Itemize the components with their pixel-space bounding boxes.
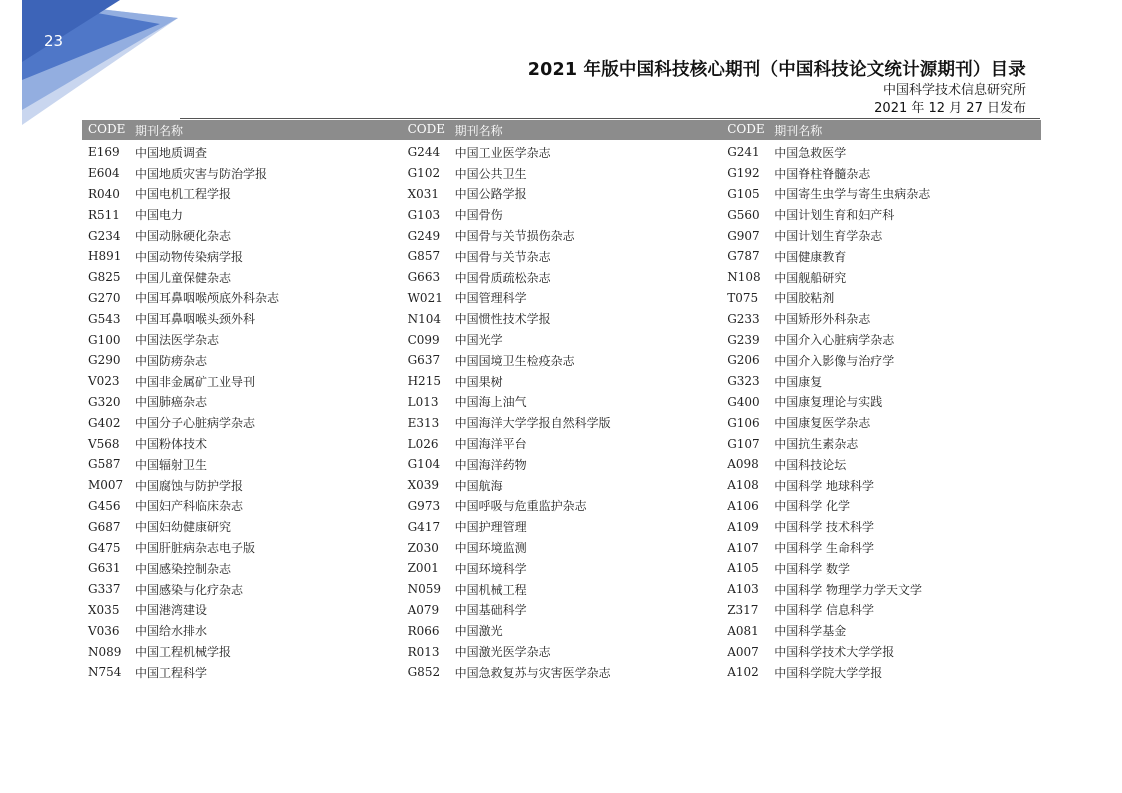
table-row (402, 641, 722, 662)
journal-code: E169 (88, 145, 120, 160)
journal-name: 中国科学院大学学报 (774, 665, 883, 680)
journal-code: G249 (407, 228, 441, 243)
table-row (402, 516, 722, 537)
code-header: CODE (88, 121, 126, 136)
table-row (82, 142, 402, 163)
table-row (721, 475, 1041, 496)
journal-name: 中国康复医学杂志 (774, 416, 871, 431)
table-row (82, 579, 402, 600)
journal-code: A107 (727, 540, 759, 555)
journal-code: G587 (88, 457, 121, 472)
journal-name: 中国抗生素杂志 (774, 437, 859, 452)
table-row (402, 433, 722, 454)
journal-name: 中国地质灾害与防治学报 (135, 166, 268, 181)
journal-code: A081 (727, 623, 759, 638)
journal-name: 中国骨伤 (454, 208, 503, 223)
journal-code: G241 (727, 145, 760, 160)
journal-code: G663 (407, 270, 441, 285)
journal-code: G337 (88, 582, 121, 597)
journal-name: 中国科学 物理学力学天文学 (774, 582, 923, 597)
table-header (82, 120, 1041, 140)
table-row (721, 308, 1041, 329)
journal-code: G290 (88, 353, 121, 368)
table-row (82, 308, 402, 329)
table-row (82, 392, 402, 413)
journal-name: 中国公共卫生 (454, 166, 527, 181)
journal-code: T075 (727, 290, 759, 305)
table-row (402, 620, 722, 641)
journal-code: H215 (407, 374, 441, 389)
journal-code: G106 (727, 415, 760, 430)
table-row (721, 371, 1041, 392)
journal-name: 中国海洋平台 (454, 437, 527, 452)
table-row (82, 537, 402, 558)
journal-name: 中国急救医学 (774, 145, 847, 160)
table-row (82, 329, 402, 350)
table-row (721, 392, 1041, 413)
table-row (402, 454, 722, 475)
journal-name: 中国工业医学杂志 (454, 145, 551, 160)
journal-code: X035 (88, 602, 120, 617)
table-row (82, 288, 402, 309)
journal-name: 中国海洋药物 (454, 457, 527, 472)
table-row (82, 558, 402, 579)
table-row (402, 225, 722, 246)
journal-name: 中国寄生虫学与寄生虫病杂志 (774, 187, 931, 202)
table-row (721, 558, 1041, 579)
journal-code: R013 (407, 644, 440, 659)
journal-code: R511 (88, 207, 120, 222)
journal-table (82, 120, 1041, 683)
journal-name: 中国舰船研究 (774, 270, 847, 285)
journal-name: 中国果树 (454, 374, 503, 389)
table-row (721, 454, 1041, 475)
journal-name: 中国科学技术大学学报 (774, 645, 895, 660)
table-row (82, 204, 402, 225)
journal-code: G107 (727, 436, 760, 451)
table-row (82, 267, 402, 288)
journal-name: 中国电机工程学报 (135, 187, 232, 202)
journal-code: G234 (88, 228, 121, 243)
table-row (721, 267, 1041, 288)
table-row (82, 454, 402, 475)
journal-code: E313 (407, 415, 440, 430)
journal-code: A098 (727, 457, 759, 472)
name-header: 期刊名称 (454, 123, 503, 138)
journal-code: A108 (727, 478, 759, 493)
journal-name: 中国胶粘剂 (774, 291, 835, 306)
journal-name: 中国骨与关节损伤杂志 (454, 229, 575, 244)
journal-name: 中国航海 (454, 478, 503, 493)
journal-code: G105 (727, 186, 760, 201)
journal-code: G100 (88, 332, 121, 347)
journal-code: A007 (727, 644, 759, 659)
table-row (402, 308, 722, 329)
journal-code: G475 (88, 540, 121, 555)
journal-name: 中国动物传染病学报 (135, 249, 244, 264)
table-row (82, 184, 402, 205)
journal-name: 中国科学 地球科学 (774, 478, 875, 493)
journal-name: 中国港湾建设 (135, 603, 208, 618)
journal-name: 中国地质调查 (135, 145, 208, 160)
journal-name: 中国骨质疏松杂志 (454, 270, 551, 285)
table-row (402, 163, 722, 184)
page-number: 23 (44, 32, 64, 50)
journal-code: Z030 (407, 540, 439, 555)
table-row (402, 412, 722, 433)
table-column-3 (721, 142, 1041, 683)
table-row (721, 142, 1041, 163)
journal-name: 中国动脉硬化杂志 (135, 229, 232, 244)
journal-name: 中国腐蚀与防护学报 (135, 478, 244, 493)
journal-code: A102 (727, 665, 759, 680)
journal-code: G973 (407, 498, 441, 513)
publisher: 中国科学技术信息研究所 (882, 83, 1026, 98)
journal-name: 中国护理管理 (454, 520, 527, 535)
journal-name: 中国基础科学 (454, 603, 527, 618)
table-row (402, 350, 722, 371)
journal-code: G104 (407, 457, 441, 472)
journal-code: H891 (88, 249, 122, 264)
table-row (82, 620, 402, 641)
table-row (82, 412, 402, 433)
journal-name: 中国惯性技术学报 (454, 312, 551, 327)
journal-name: 中国电力 (135, 208, 184, 223)
table-row (721, 537, 1041, 558)
journal-code: R040 (88, 186, 120, 201)
code-header: CODE (407, 121, 445, 136)
table-row (721, 641, 1041, 662)
journal-code: W021 (407, 290, 443, 305)
journal-code: N108 (727, 270, 761, 285)
journal-name: 中国防痨杂志 (135, 353, 208, 368)
journal-name: 中国海洋大学学报自然科学版 (454, 416, 611, 431)
table-row (721, 225, 1041, 246)
journal-name: 中国科学 信息科学 (774, 603, 875, 618)
table-row (402, 558, 722, 579)
journal-name: 中国给水排水 (135, 624, 208, 639)
journal-name: 中国耳鼻咽喉头颈外科 (135, 312, 256, 327)
journal-name: 中国法医学杂志 (135, 333, 220, 348)
journal-code: N059 (407, 582, 441, 597)
journal-code: Z317 (727, 602, 759, 617)
journal-name: 中国介入心脏病学杂志 (774, 333, 895, 348)
journal-name: 中国激光 (454, 624, 503, 639)
journal-name: 中国科技论坛 (774, 457, 847, 472)
table-row (82, 516, 402, 537)
journal-code: G400 (727, 394, 760, 409)
journal-code: V568 (88, 436, 120, 451)
table-row (82, 433, 402, 454)
table-row (721, 516, 1041, 537)
journal-name: 中国感染与化疗杂志 (135, 582, 244, 597)
journal-code: G103 (407, 207, 441, 222)
journal-name: 中国脊柱脊髓杂志 (774, 166, 871, 181)
journal-code: G417 (407, 519, 441, 534)
journal-code: A109 (727, 519, 759, 534)
journal-name: 中国矫形外科杂志 (774, 312, 871, 327)
journal-name: 中国工程机械学报 (135, 645, 232, 660)
table-row (82, 641, 402, 662)
journal-code: G787 (727, 249, 760, 264)
journal-name: 中国急救复苏与灾害医学杂志 (454, 665, 611, 680)
code-header: CODE (727, 121, 765, 136)
journal-code: V036 (88, 623, 120, 638)
table-row (721, 496, 1041, 517)
journal-name: 中国环境监测 (454, 541, 527, 556)
journal-code: A105 (727, 561, 759, 576)
table-row (721, 433, 1041, 454)
journal-code: N104 (407, 311, 441, 326)
journal-name: 中国非金属矿工业导刊 (135, 374, 256, 389)
journal-name: 中国康复 (774, 374, 823, 389)
table-row (402, 662, 722, 683)
table-row (402, 267, 722, 288)
journal-name: 中国工程科学 (135, 665, 208, 680)
name-header: 期刊名称 (135, 123, 184, 138)
journal-name: 中国肝脏病杂志电子版 (135, 541, 256, 556)
journal-code: G270 (88, 290, 121, 305)
journal-code: N089 (88, 644, 122, 659)
journal-name: 中国康复理论与实践 (774, 395, 883, 410)
table-row (402, 475, 722, 496)
journal-name: 中国计划生育学杂志 (774, 229, 883, 244)
journal-name: 中国国境卫生检疫杂志 (454, 353, 575, 368)
journal-code: A079 (407, 602, 440, 617)
table-row (402, 496, 722, 517)
journal-name: 中国环境科学 (454, 561, 527, 576)
table-row (402, 371, 722, 392)
journal-name: 中国激光医学杂志 (454, 645, 551, 660)
journal-code: G631 (88, 561, 121, 576)
journal-name: 中国科学基金 (774, 624, 847, 639)
journal-code: G233 (727, 311, 760, 326)
journal-code: G543 (88, 311, 121, 326)
table-row (721, 412, 1041, 433)
journal-code: X039 (407, 478, 440, 493)
journal-name: 中国光学 (454, 333, 503, 348)
journal-code: M007 (88, 478, 124, 493)
journal-name: 中国科学 化学 (774, 499, 851, 514)
journal-name: 中国科学 数学 (774, 561, 851, 576)
journal-code: G852 (407, 665, 441, 680)
table-row (82, 350, 402, 371)
journal-code: L013 (407, 394, 439, 409)
journal-code: G637 (407, 353, 441, 368)
table-column-2 (402, 142, 722, 683)
journal-code: G244 (407, 145, 441, 160)
table-row (721, 329, 1041, 350)
table-row (402, 537, 722, 558)
table-row (721, 288, 1041, 309)
journal-name: 中国妇幼健康研究 (135, 520, 232, 535)
publish-date: 2021 年 12 月 27 日发布 (874, 101, 1026, 116)
table-row (402, 204, 722, 225)
table-body (82, 140, 1041, 683)
table-row (721, 163, 1041, 184)
journal-name: 中国管理科学 (454, 291, 527, 306)
name-header: 期刊名称 (774, 123, 823, 138)
journal-code: X031 (407, 186, 440, 201)
table-row (402, 329, 722, 350)
journal-code: E604 (88, 166, 120, 181)
table-row (82, 163, 402, 184)
journal-code: C099 (407, 332, 440, 347)
journal-code: R066 (407, 623, 440, 638)
journal-code: G825 (88, 270, 121, 285)
journal-name: 中国公路学报 (454, 187, 527, 202)
journal-name: 中国妇产科临床杂志 (135, 499, 244, 514)
journal-name: 中国健康教育 (774, 249, 847, 264)
journal-code: L026 (407, 436, 439, 451)
table-row (721, 204, 1041, 225)
table-column-1 (82, 142, 402, 683)
table-row (402, 184, 722, 205)
table-row (721, 184, 1041, 205)
journal-name: 中国骨与关节杂志 (454, 249, 551, 264)
journal-name: 中国介入影像与治疗学 (774, 353, 895, 368)
journal-code: N754 (88, 665, 122, 680)
table-row (402, 392, 722, 413)
table-row (721, 350, 1041, 371)
table-row (721, 662, 1041, 683)
journal-code: A103 (727, 582, 759, 597)
journal-code: G402 (88, 415, 121, 430)
table-row (82, 246, 402, 267)
journal-code: G192 (727, 166, 760, 181)
table-row (402, 246, 722, 267)
journal-name: 中国耳鼻咽喉颅底外科杂志 (135, 291, 280, 306)
journal-name: 中国肺癌杂志 (135, 395, 208, 410)
journal-name: 中国分子心脏病学杂志 (135, 416, 256, 431)
journal-code: V023 (88, 374, 120, 389)
journal-code: G320 (88, 394, 121, 409)
journal-name: 中国感染控制杂志 (135, 561, 232, 576)
journal-code: G206 (727, 353, 760, 368)
header-rule (180, 118, 1040, 119)
journal-code: G239 (727, 332, 760, 347)
table-row (82, 496, 402, 517)
journal-name: 中国科学 生命科学 (774, 541, 875, 556)
table-row (82, 475, 402, 496)
journal-code: A106 (727, 498, 759, 513)
table-row (721, 246, 1041, 267)
corner-decoration (0, 0, 190, 130)
table-row (721, 620, 1041, 641)
table-row (721, 579, 1041, 600)
journal-code: G907 (727, 228, 760, 243)
journal-name: 中国科学 技术科学 (774, 520, 875, 535)
journal-code: G102 (407, 166, 441, 181)
journal-name: 中国呼吸与危重监护杂志 (454, 499, 587, 514)
table-row (82, 662, 402, 683)
table-row (82, 225, 402, 246)
table-row (402, 288, 722, 309)
table-row (402, 142, 722, 163)
journal-name: 中国计划生育和妇产科 (774, 208, 895, 223)
journal-name: 中国儿童保健杂志 (135, 270, 232, 285)
table-row (82, 371, 402, 392)
journal-code: G857 (407, 249, 441, 264)
table-row (402, 600, 722, 621)
table-row (82, 600, 402, 621)
journal-name: 中国粉体技术 (135, 437, 208, 452)
journal-name: 中国海上油气 (454, 395, 527, 410)
journal-code: G687 (88, 519, 121, 534)
table-row (721, 600, 1041, 621)
journal-code: G456 (88, 498, 121, 513)
journal-code: G323 (727, 374, 760, 389)
page-header (528, 58, 1026, 118)
table-row (402, 579, 722, 600)
page-title: 2021 年版中国科技核心期刊（中国科技论文统计源期刊）目录 (527, 60, 1026, 80)
journal-name: 中国辐射卫生 (135, 457, 208, 472)
journal-code: G560 (727, 207, 760, 222)
journal-code: Z001 (407, 561, 439, 576)
journal-name: 中国机械工程 (454, 582, 527, 597)
